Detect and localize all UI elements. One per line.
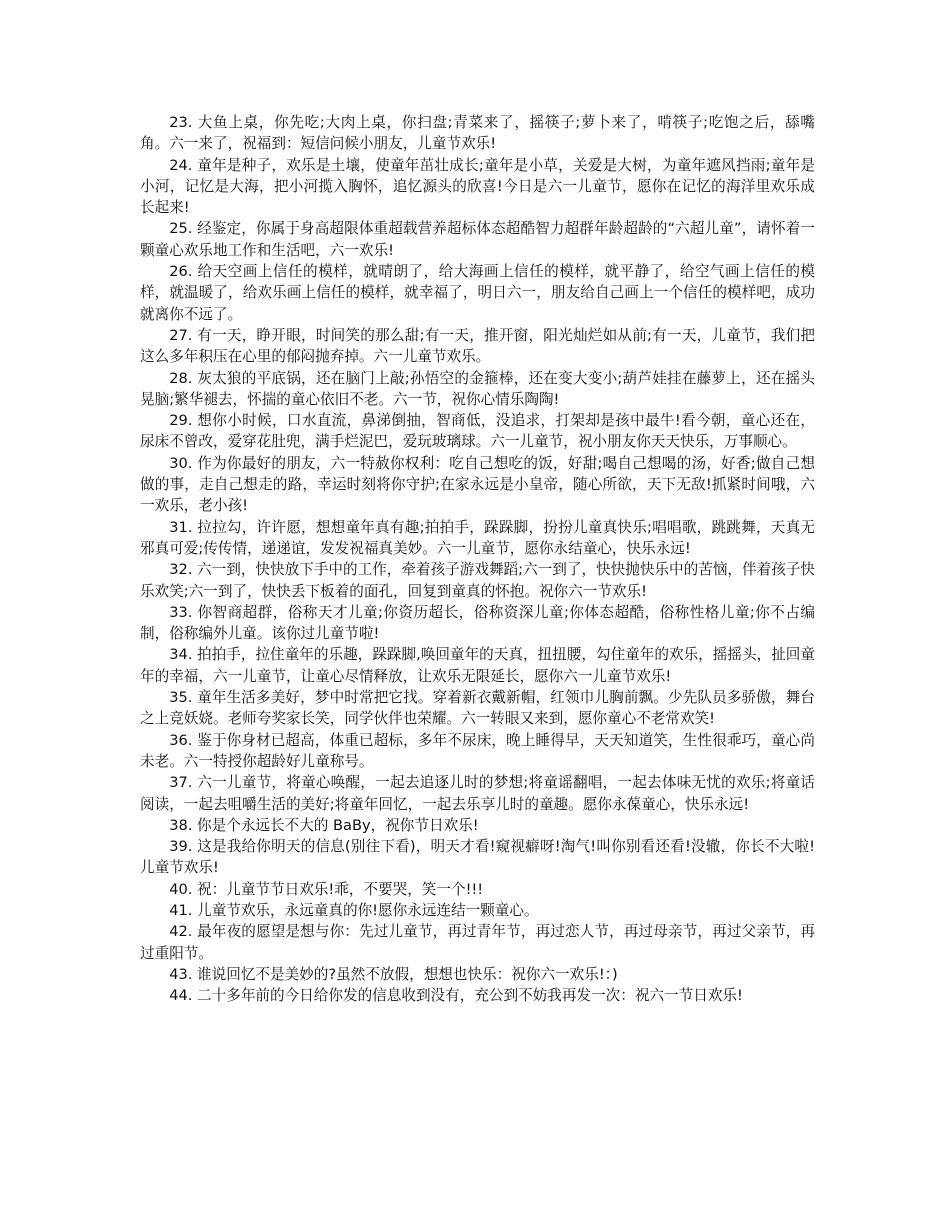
paragraph-34: 34. 拍拍手，拉住童年的乐趣，跺跺脚,唤回童年的天真，扭扭腰，勾住童年的欢乐，摇摇头，扯回童年的幸福，六一儿童节，让童心尽情释放，让欢乐无限延长，愿你六一儿童节欢乐! [140,646,815,685]
paragraph-35: 35. 童年生活多美好，梦中时常把它找。穿着新衣戴新帽，红领巾儿胸前飘。少先队员多骄傲，舞台之上竞妖娆。老师夸奖家长笑，同学伙伴也荣耀。六一转眼又来到，愿你童心不老常欢笑! [140,689,815,728]
paragraph-38: 38. 你是个永远长不大的 BaBy，祝你节日欢乐! [169,816,479,834]
document-body [140,112,815,1006]
paragraph-25: 25. 经鉴定，你属于身高超限体重超载营养超标体态超酷智力超群年龄超龄的“六超儿童”，请怀着一颗童心欢乐地工作和生活吧，六一欢乐! [140,220,815,259]
paragraph-23: 23. 大鱼上桌，你先吃;大肉上桌，你扫盘;青菜来了，摇筷子;萝卜来了，啃筷子;吃饱之后，舔嘴角。六一来了，祝福到：短信问候小朋友，儿童节欢乐! [140,114,815,153]
paragraph-41: 41. 儿童节欢乐，永远童真的你!愿你永远连结一颗童心。 [169,901,539,919]
paragraph-32: 32. 六一到，快快放下手中的工作，牵着孩子游戏舞蹈;六一到了，快快抛快乐中的苦恼，伴着孩子快乐欢笑;六一到了，快快丢下板着的面孔，回复到童真的怀抱。祝你六一节欢乐! [140,561,815,600]
paragraph-33: 33. 你智商超群，俗称天才儿童;你资历超长，俗称资深儿童;你体态超酷，俗称性格儿童;你不占编制，俗称编外儿童。该你过儿童节啦! [140,603,815,643]
paragraph-27: 27. 有一天，睁开眼，时间笑的那么甜;有一天，推开窗，阳光灿烂如从前;有一天，儿童节，我们把这么多年积压在心里的郁闷抛弃掉。六一儿童节欢乐。 [140,326,815,366]
paragraph-37: 37. 六一儿童节，将童心唤醒，一起去追逐儿时的梦想;将童谣翻唱，一起去体味无忧的欢乐;将童话阅读，一起去咀嚼生活的美好;将童年回忆，一起去乐享儿时的童趣。愿你永葆童心，快乐永远! [140,774,815,813]
paragraph-28: 28. 灰太狼的平底锅，还在脑门上敲;孙悟空的金箍棒，还在变大变小;葫芦娃挂在藤萝上，还在摇头晃脑;繁华褪去，怀揣的童心依旧不老。六一节，祝你心情乐陶陶! [140,369,815,408]
paragraph-29: 29. 想你小时候，口水直流，鼻涕倒抽，智商低，没追求，打架却是孩中最牛!看今朝，童心还在，尿床不曾改，爱穿花肚兜，满手烂泥巴，爱玩玻璃球。六一儿童节，祝小朋友你天天快乐，万事顺心。 [140,412,815,451]
paragraph-39: 39. 这是我给你明天的信息(别往下看)，明天才看!窥视癖呀!淘气!叫你别看还看!没辙，你长不大啦!儿童节欢乐! [140,838,815,877]
paragraph-24: 24. 童年是种子，欢乐是土壤，使童年茁壮成长;童年是小草，关爱是大树，为童年遮风挡雨;童年是小河，记忆是大海，把小河揽入胸怀，追忆源头的欣喜!今日是六一儿童节，愿你在记忆的海洋里欢乐成长起来! [140,156,815,217]
paragraph-26: 26. 给天空画上信任的模样，就晴朗了，给大海画上信任的模样，就平静了，给空气画上信任的模样，就温暖了，给欢乐画上信任的模样，就幸福了，明日六一，朋友给自己画上一个信任的模样吧，成功就离你不远了。 [140,263,815,323]
paragraph-44: 44. 二十多年前的今日给你发的信息收到没有，充公到不妨我再发一次：祝六一节日欢乐! [169,987,743,1005]
paragraph-31: 31. 拉拉勾，许许愿，想想童年真有趣;拍拍手，跺跺脚，扮扮儿童真快乐;唱唱歌，跳跳舞，天真无邪真可爱;传传情，递递谊，发发祝福真美妙。六一儿童节，愿你永结童心，快乐永远! [140,518,815,557]
paragraph-40: 40. 祝：儿童节节日欢乐!乖，不要哭，笑一个!!! [169,880,484,898]
paragraph-30: 30. 作为你最好的朋友，六一特赦你权利：吃自己想吃的饭，好甜;喝自己想喝的汤，好香;做自己想做的事，走自己想走的路，幸运时刻将你守护;在家永远是小皇帝，随心所欲，天下无敌!抓紧时间哦，六一欢乐，老小孩! [140,454,815,515]
paragraph-43: 43. 谁说回忆不是美妙的?虽然不放假，想想也快乐：祝你六一欢乐!：) [169,965,618,983]
paragraph-42: 42. 最年夜的愿望是想与你：先过儿童节，再过青年节，再过恋人节，再过母亲节，再过父亲节，再过重阳节。 [140,923,815,962]
paragraph-36: 36. 鉴于你身材已超高，体重已超标，多年不尿床，晚上睡得早，天天知道笑，生性很乖巧，童心尚未老。六一特授你超龄好儿童称号。 [140,731,815,770]
